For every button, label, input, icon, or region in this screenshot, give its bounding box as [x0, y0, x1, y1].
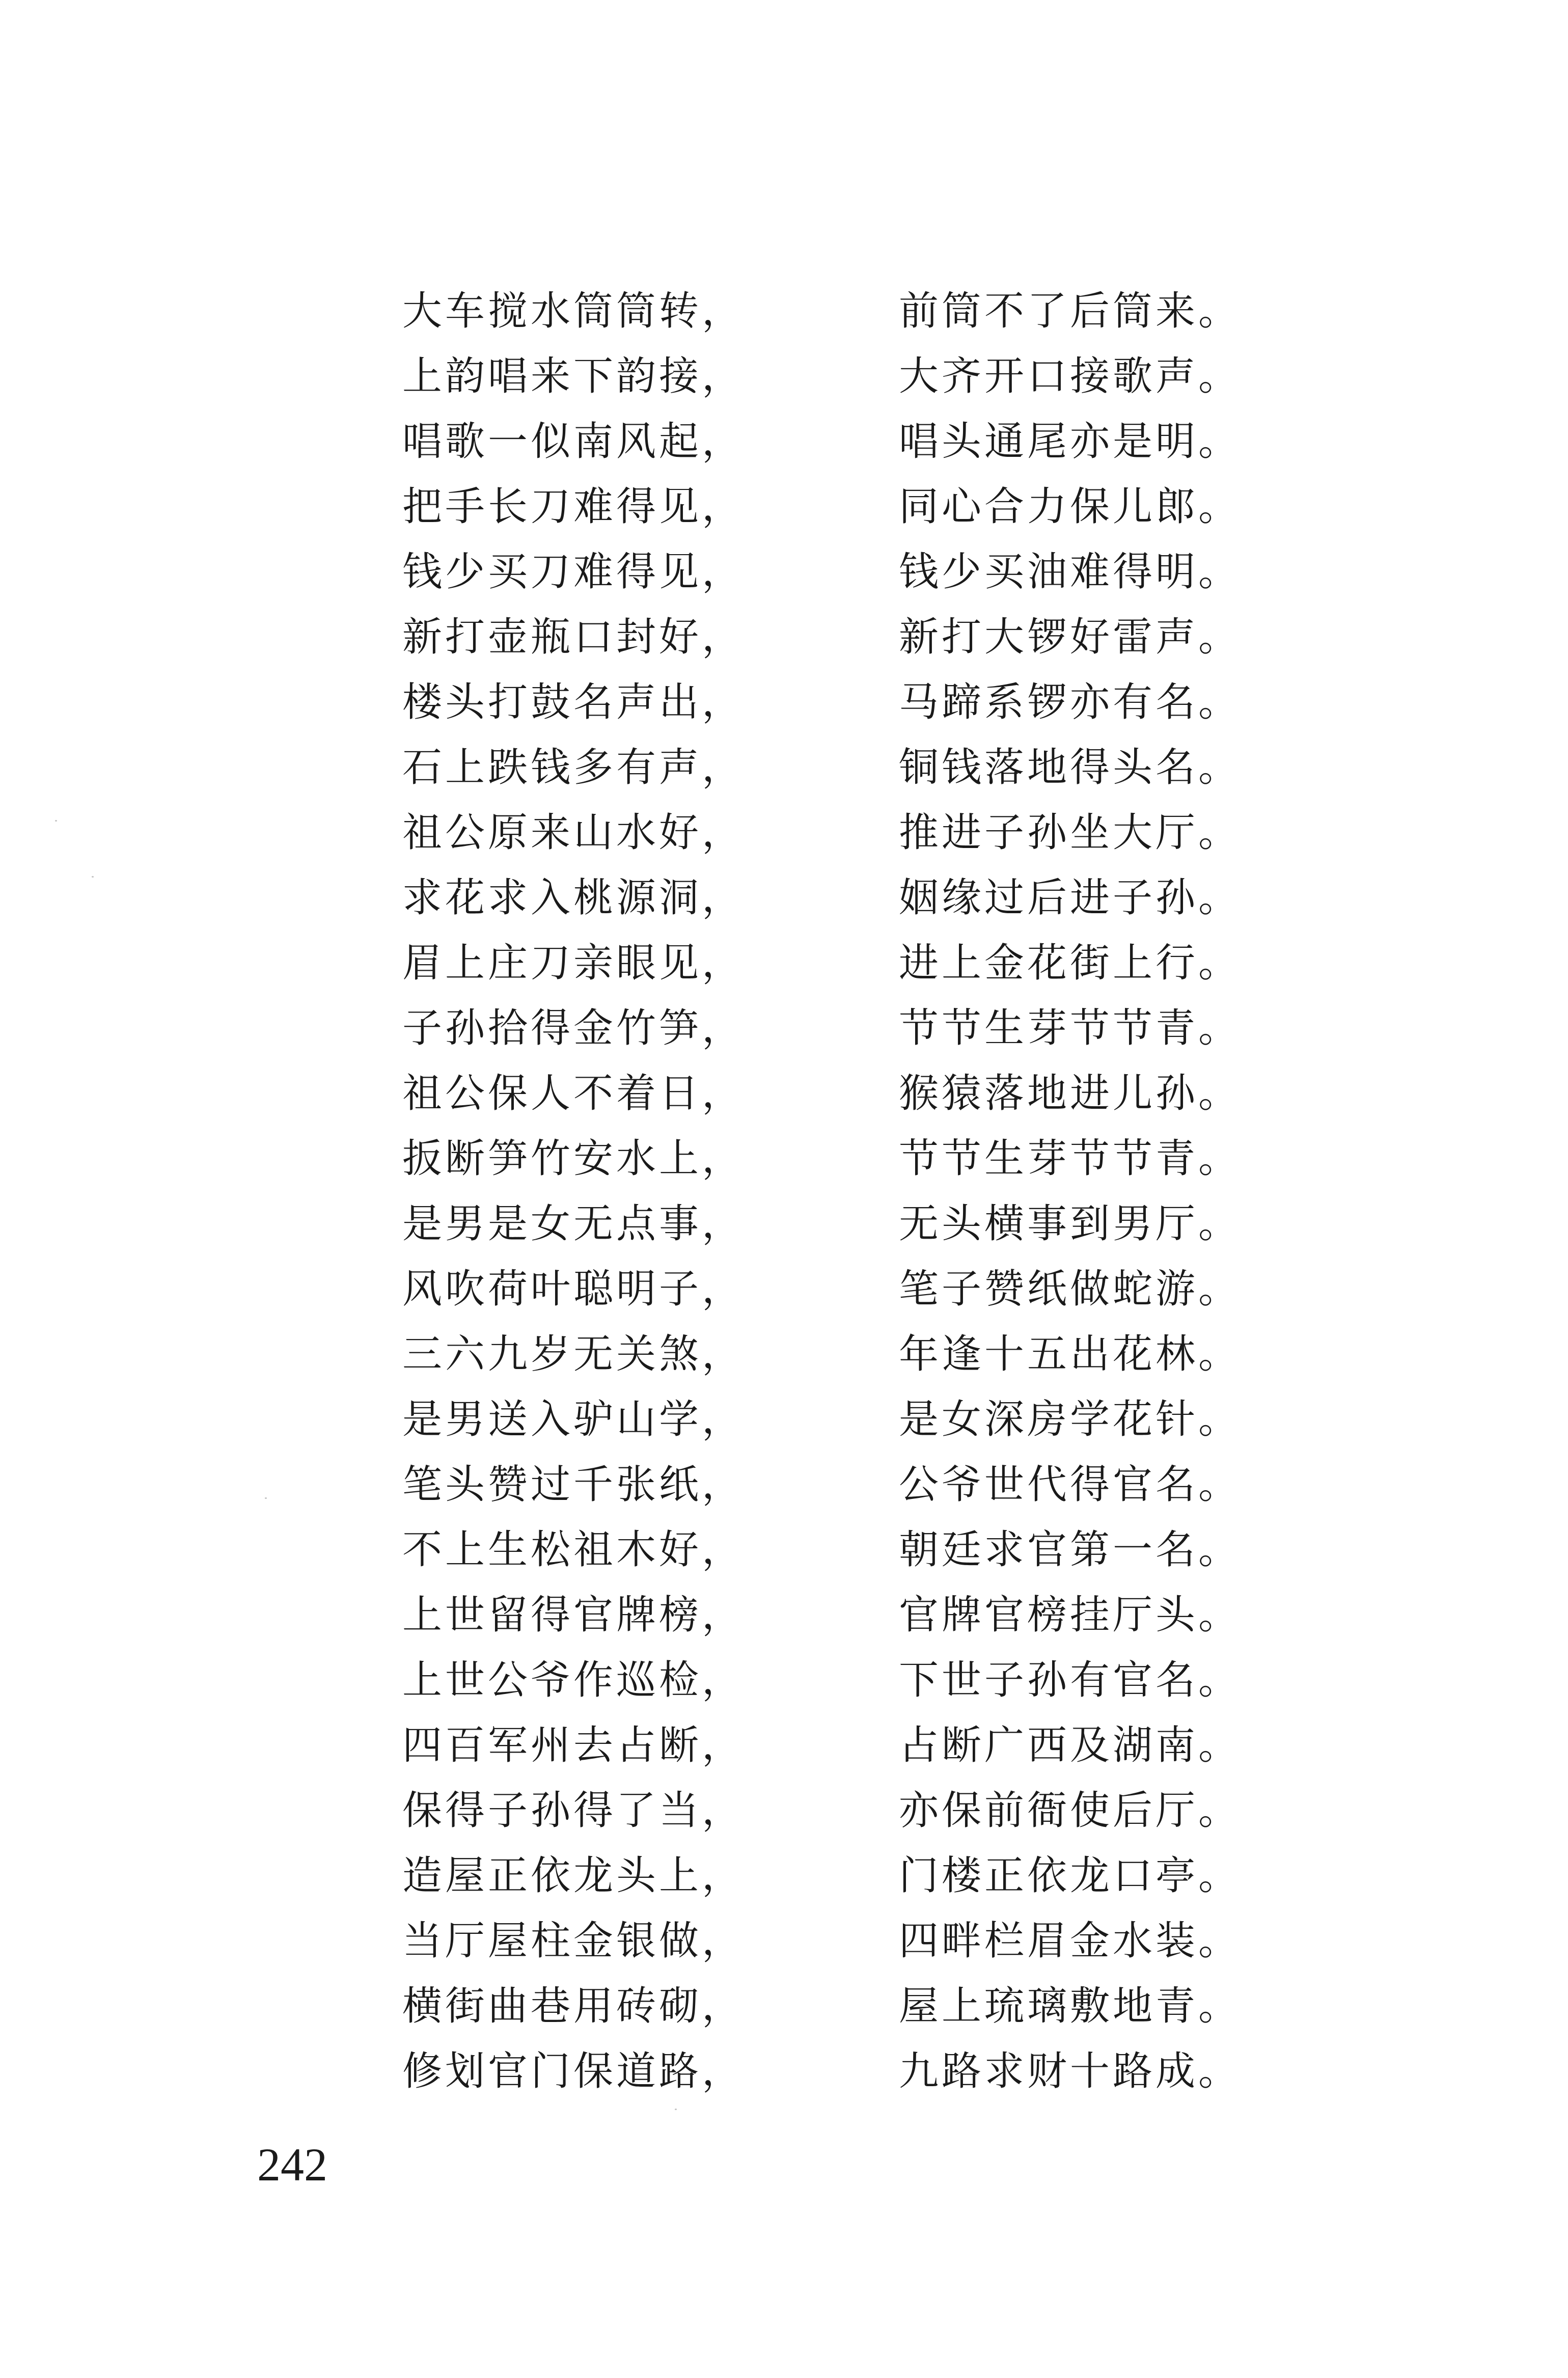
verse-first-half: 扳断笋竹安水上， — [402, 1136, 745, 1182]
verse-line — [402, 1717, 1268, 1782]
verse-second-half: 门楼正依龙口亭。 — [899, 1853, 1242, 1899]
scan-speck — [675, 2109, 677, 2110]
verse-second-half: 年逢十五出花林。 — [899, 1331, 1242, 1377]
page-number: 242 — [257, 2139, 327, 2191]
verse-line — [402, 1587, 1268, 1652]
verse-line — [402, 478, 1268, 543]
verse-first-half: 修划官门保道路， — [402, 2048, 745, 2094]
verse-first-half: 造屋正依龙头上， — [402, 1853, 745, 1899]
verse-first-half: 大车搅水筒筒转， — [402, 288, 745, 334]
verse-line — [402, 1521, 1268, 1587]
verse-line — [402, 935, 1268, 1000]
verse-first-half: 保得子孙得了当， — [402, 1788, 745, 1834]
verse-second-half: 前筒不了后筒来。 — [899, 288, 1242, 334]
verse-second-half: 钱少买油难得明。 — [899, 549, 1242, 595]
verse-second-half: 同心合力保儿郎。 — [899, 484, 1242, 530]
verse-line — [402, 283, 1268, 348]
verse-second-half: 推进子孙坐大厅。 — [899, 810, 1242, 856]
verse-line — [402, 413, 1268, 478]
verse-line — [402, 543, 1268, 609]
verse-second-half: 亦保前衙使后厅。 — [899, 1788, 1242, 1834]
verse-line — [402, 1130, 1268, 1195]
verse-first-half: 笔头赞过千张纸， — [402, 1462, 745, 1508]
verse-first-half: 三六九岁无关煞， — [402, 1331, 745, 1377]
verse-line — [402, 1195, 1268, 1261]
verse-first-half: 子孙拾得金竹笋， — [402, 1005, 745, 1051]
verse-first-half: 上世留得官牌榜， — [402, 1592, 745, 1638]
verse-first-half: 是男送入驴山学， — [402, 1397, 745, 1442]
verse-first-half: 石上跌钱多有声， — [402, 745, 745, 790]
verse-line — [402, 1065, 1268, 1130]
verse-first-half: 祖公原来山水好， — [402, 810, 745, 856]
scan-speck — [55, 820, 57, 822]
verse-second-half: 猴猿落地进儿孙。 — [899, 1071, 1242, 1116]
verse-second-half: 朝廷求官第一名。 — [899, 1527, 1242, 1573]
verse-first-half: 求花求入桃源洞， — [402, 875, 745, 921]
verse-second-half: 节节生芽节节青。 — [899, 1136, 1242, 1182]
verse-line — [402, 1326, 1268, 1391]
scan-speck — [92, 876, 94, 878]
verse-first-half: 钱少买刀难得见， — [402, 549, 745, 595]
verse-line — [402, 869, 1268, 935]
verse-line — [402, 674, 1268, 739]
verse-first-half: 新打壶瓶口封好， — [402, 614, 745, 660]
verse-second-half: 唱头通尾亦是明。 — [899, 419, 1242, 464]
verse-second-half: 官牌官榜挂厅头。 — [899, 1592, 1242, 1638]
verse-line — [402, 804, 1268, 869]
verse-second-half: 公爷世代得官名。 — [899, 1462, 1242, 1508]
verse-first-half: 上韵唱来下韵接， — [402, 353, 745, 399]
verse-line — [402, 1456, 1268, 1521]
verse-first-half: 不上生松祖木好， — [402, 1527, 745, 1573]
verse-first-half: 风吹荷叶聪明子， — [402, 1266, 745, 1312]
verse-second-half: 是女深房学花针。 — [899, 1397, 1242, 1442]
verse-line — [402, 1000, 1268, 1065]
verse-first-half: 祖公保人不着日， — [402, 1071, 745, 1116]
verse-line — [402, 1261, 1268, 1326]
verse-line — [402, 739, 1268, 804]
verse-first-half: 上世公爷作巡检， — [402, 1657, 745, 1703]
verse-line — [402, 2043, 1268, 2108]
verse-second-half: 四畔栏眉金水装。 — [899, 1918, 1242, 1964]
verse-second-half: 无头横事到男厅。 — [899, 1201, 1242, 1247]
verse-second-half: 新打大锣好雷声。 — [899, 614, 1242, 660]
verse-line — [402, 1782, 1268, 1847]
verse-first-half: 眉上庄刀亲眼见， — [402, 940, 745, 986]
verse-line — [402, 1652, 1268, 1717]
verse-line — [402, 1847, 1268, 1912]
verse-first-half: 横街曲巷用砖砌， — [402, 1983, 745, 2029]
verse-second-half: 九路求财十路成。 — [899, 2048, 1242, 2094]
verse-line — [402, 1391, 1268, 1456]
verse-second-half: 马蹄系锣亦有名。 — [899, 679, 1242, 725]
verse-line — [402, 1912, 1268, 1978]
verse-first-half: 四百军州去占断， — [402, 1723, 745, 1768]
verse-line — [402, 1978, 1268, 2043]
verse-second-half: 进上金花街上行。 — [899, 940, 1242, 986]
verse-first-half: 楼头打鼓名声出， — [402, 679, 745, 725]
verse-line — [402, 348, 1268, 413]
verse-first-half: 把手长刀难得见， — [402, 484, 745, 530]
verse-first-half: 唱歌一似南风起， — [402, 419, 745, 464]
verse-second-half: 占断广西及湖南。 — [899, 1723, 1242, 1768]
verse-second-half: 铜钱落地得头名。 — [899, 745, 1242, 790]
verse-second-half: 大齐开口接歌声。 — [899, 353, 1242, 399]
verse-line — [402, 609, 1268, 674]
scan-speck — [265, 1497, 267, 1499]
verse-second-half: 屋上琉璃敷地青。 — [899, 1983, 1242, 2029]
verse-second-half: 下世子孙有官名。 — [899, 1657, 1242, 1703]
verse-first-half: 是男是女无点事， — [402, 1201, 745, 1247]
verse-second-half: 节节生芽节节青。 — [899, 1005, 1242, 1051]
verse-block — [402, 283, 1268, 2108]
verse-second-half: 姻缘过后进子孙。 — [899, 875, 1242, 921]
verse-first-half: 当厅屋柱金银做， — [402, 1918, 745, 1964]
verse-second-half: 笔子赞纸做蛇游。 — [899, 1266, 1242, 1312]
